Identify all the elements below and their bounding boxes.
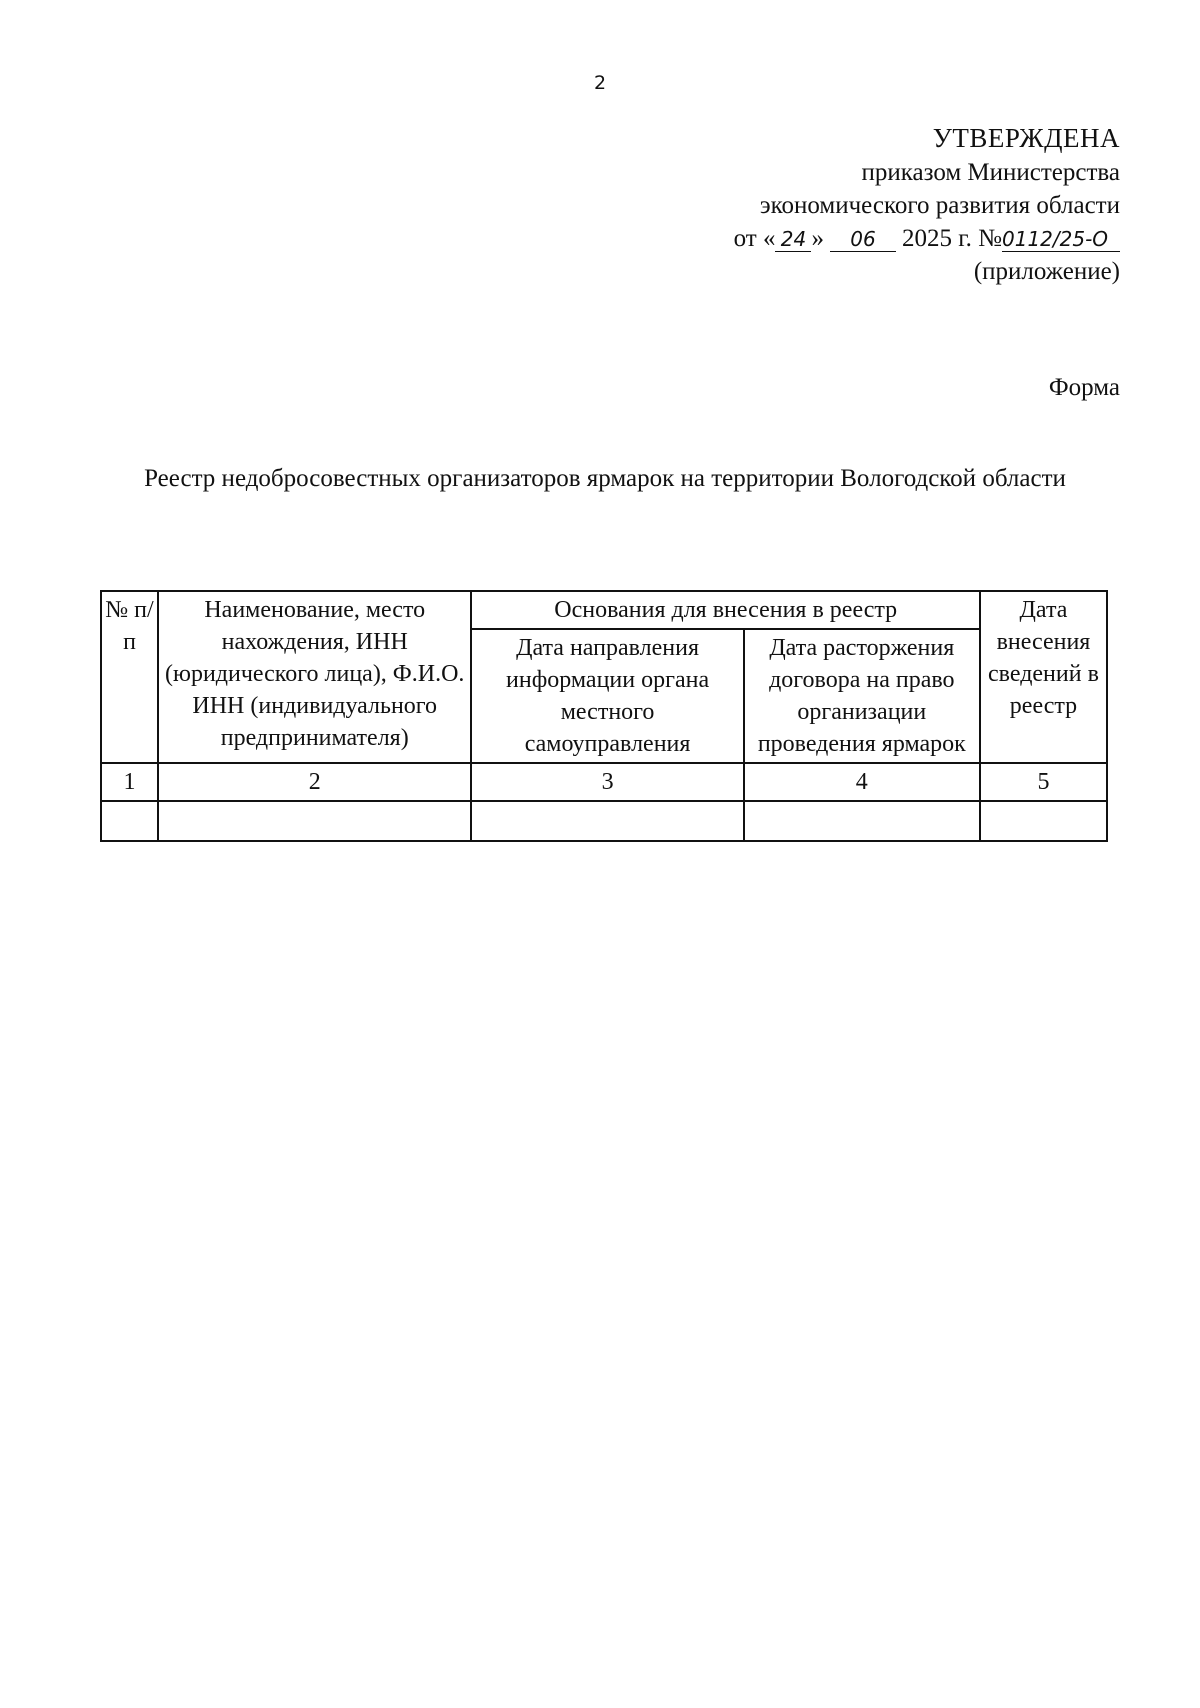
- header-grounds-group: Основания для внесения в реестр: [471, 591, 979, 629]
- column-number: 3: [471, 763, 743, 801]
- table-cell: [471, 801, 743, 841]
- appendix-note: (приложение): [973, 258, 1120, 285]
- approved-heading: УТВЕРЖДЕНА: [932, 123, 1120, 153]
- header-entry-date: Дата внесения сведений в реестр: [980, 591, 1107, 763]
- registry-title: Реестр недобросовестных организаторов ярмарок на территории Вологодской области: [144, 465, 1066, 492]
- table-cell: [980, 801, 1107, 841]
- column-number: 5: [980, 763, 1107, 801]
- year-and-number-label: 2025 г. №: [901, 225, 1002, 252]
- handwritten-order-number: 0112/25-О: [1002, 227, 1120, 252]
- approval-stamp-block: [734, 120, 1120, 288]
- column-number-row: [101, 763, 1107, 801]
- approval-line-ministry: приказом Министерства: [861, 159, 1120, 186]
- header-info-date: Дата направления информации органа местного самоуправления: [471, 629, 743, 763]
- table-row: [101, 801, 1107, 841]
- table-cell: [101, 801, 158, 841]
- table-cell: [744, 801, 980, 841]
- handwritten-month: 06: [830, 227, 896, 252]
- registry-table: [100, 590, 1108, 842]
- header-name-address-inn: Наименование, место нахождения, ИНН (юридического лица), Ф.И.О. ИНН (индивидуального предпринимателя): [158, 591, 471, 763]
- form-label: Форма: [1048, 374, 1120, 401]
- column-number: 1: [101, 763, 158, 801]
- date-prefix: от «: [733, 225, 776, 252]
- column-number: 2: [158, 763, 471, 801]
- table-cell: [158, 801, 471, 841]
- order-date-line: [734, 222, 1120, 255]
- approval-line-department: экономического развития области: [759, 192, 1120, 219]
- header-termination-date: Дата расторжения договора на право организации проведения ярмарок: [744, 629, 980, 763]
- date-quote-close: »: [811, 225, 824, 252]
- handwritten-day: 24: [775, 227, 811, 252]
- column-number: 4: [744, 763, 980, 801]
- page-number: 2: [593, 72, 607, 94]
- table-header-row: [101, 591, 1107, 629]
- header-number: № п/п: [101, 591, 158, 763]
